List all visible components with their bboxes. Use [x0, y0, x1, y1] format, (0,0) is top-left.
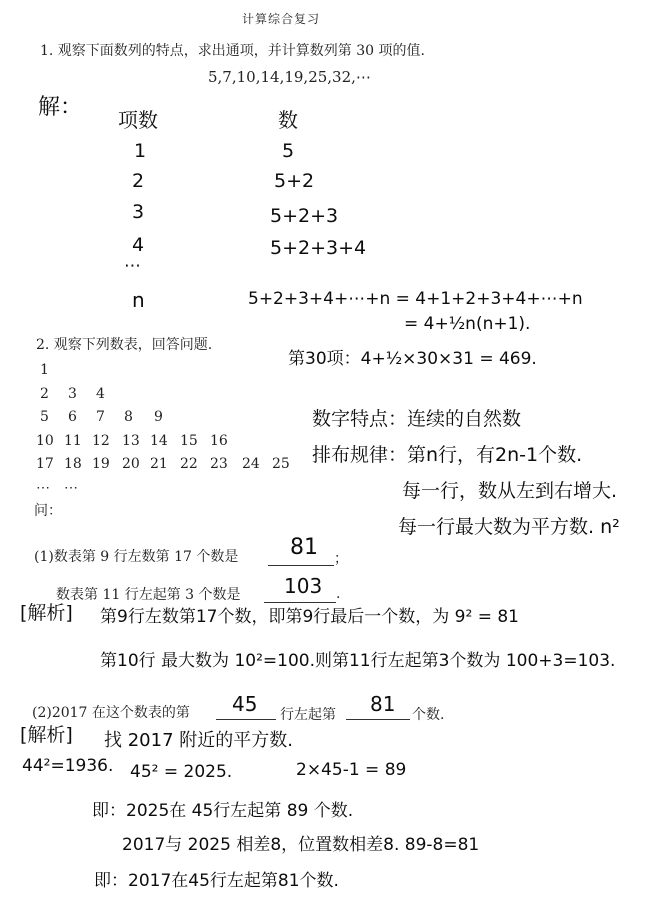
analysis-2-ji-1: 即：2025在 45行左起第 89 个数. — [92, 801, 354, 821]
table-cell: 22 — [180, 456, 198, 472]
part-1-suffix: ； — [334, 551, 348, 567]
part-1b-answer: 103 — [284, 574, 323, 598]
analysis-2-tag: [解析] — [20, 724, 73, 746]
question-2-prompt: 2. 观察下列数表，回答问题. — [36, 337, 213, 353]
analysis-2-ji-2: 即：2017在45行左起第81个数. — [94, 871, 339, 891]
analysis-2-difference: 2017与 2025 相差8，位置数相差8. 89-8=81 — [122, 835, 480, 855]
table-cell: 5 — [40, 409, 49, 425]
table-cell: 15 — [180, 432, 198, 449]
table-cell: 12 — [92, 432, 110, 449]
question-1-sequence: 5,7,10,14,19,25,32,⋯ — [208, 68, 371, 86]
page-title: 计算综合复习 — [242, 12, 321, 26]
index-2: 2 — [132, 170, 145, 192]
table-cell: 4 — [96, 385, 105, 402]
column-header-value: 数 — [278, 108, 298, 132]
table-cell: 8 — [124, 409, 133, 425]
part-1b-suffix: . — [336, 586, 341, 602]
part-2-suffix: 个数. — [412, 707, 445, 723]
table-cell: 19 — [92, 456, 110, 472]
table-cell: 7 — [96, 409, 105, 425]
value-2: 5+2 — [274, 170, 315, 192]
table-cell: 10 — [36, 432, 54, 449]
part-1-prompt: (1)数表第 9 行左数第 17 个数是 — [34, 549, 239, 565]
answer-blank-line — [268, 565, 334, 566]
note-increasing: 每一行，数从左到右增大. — [402, 480, 618, 502]
value-3: 5+2+3 — [270, 205, 339, 227]
question-1-prompt: 1. 观察下面数列的特点，求出通项，并计算数列第 30 项的值. — [40, 43, 425, 59]
index-n: n — [132, 288, 145, 312]
index-4: 4 — [132, 234, 145, 256]
table-cell: 23 — [210, 456, 228, 472]
table-cell: 17 — [36, 456, 54, 472]
part-2-answer-row: 45 — [232, 692, 258, 716]
table-cell: 9 — [154, 409, 163, 425]
table-cell: 21 — [150, 456, 168, 472]
note-max-square: 每一行最大数为平方数. n² — [398, 516, 620, 538]
analysis-1-line-1: 第9行左数第17个数，即第9行最后一个数，为 9² = 81 — [100, 607, 519, 627]
term-30-result: 第30项：4+½×30×31 = 469. — [288, 349, 537, 369]
table-cell: 1 — [40, 362, 49, 378]
part-2-middle: 行左起第 — [280, 707, 336, 723]
part-2-answer-position: 81 — [370, 692, 396, 716]
part-1b-prompt: 数表第 11 行左起第 3 个数是 — [56, 587, 241, 603]
index-1: 1 — [134, 140, 147, 162]
table-cell: 14 — [150, 432, 168, 449]
table-cell: ⋯ — [64, 479, 78, 496]
table-cell: 13 — [122, 432, 140, 449]
index-dots: ⋯ — [124, 256, 139, 276]
solution-label: 解： — [38, 95, 83, 120]
answer-blank-line — [216, 719, 276, 720]
table-cell: 3 — [68, 385, 77, 402]
table-cell: 16 — [210, 432, 228, 449]
calc-44-squared: 44²=1936. — [22, 756, 114, 776]
calc-45-squared: 45² = 2025. — [130, 762, 233, 782]
table-cell: 2 — [40, 385, 49, 402]
part-1-answer: 81 — [290, 535, 318, 560]
table-cell: 20 — [122, 456, 140, 472]
table-cell: 18 — [64, 456, 82, 472]
calc-row-count: 2×45-1 = 89 — [296, 760, 407, 780]
analysis-2-line-1: 找 2017 附近的平方数. — [104, 730, 293, 751]
value-1: 5 — [282, 140, 295, 162]
analysis-1-line-2: 第10行 最大数为 10²=100.则第11行左起第3个数为 100+3=103. — [100, 651, 616, 671]
part-2-prompt: (2)2017 在这个数表的第 — [32, 705, 190, 721]
ask-label: 问： — [34, 503, 62, 519]
table-cell: 25 — [272, 456, 290, 472]
table-cell: 24 — [242, 456, 260, 472]
index-3: 3 — [132, 201, 145, 223]
column-header-index: 项数 — [118, 108, 158, 132]
note-digit-feature: 数字特点：连续的自然数 — [312, 408, 522, 430]
table-cell: ⋯ — [36, 479, 50, 496]
table-cell: 6 — [68, 409, 77, 425]
general-term-line-2: = 4+½n(n+1). — [404, 314, 531, 334]
answer-blank-line — [346, 719, 410, 720]
note-arrangement-rule: 排布规律：第n行，有2n-1个数. — [312, 444, 583, 466]
analysis-1-tag: [解析] — [20, 602, 73, 624]
general-term-line-1: 5+2+3+4+⋯+n = 4+1+2+3+4+⋯+n — [248, 289, 583, 309]
value-4: 5+2+3+4 — [270, 237, 367, 259]
table-cell: 11 — [64, 432, 82, 449]
